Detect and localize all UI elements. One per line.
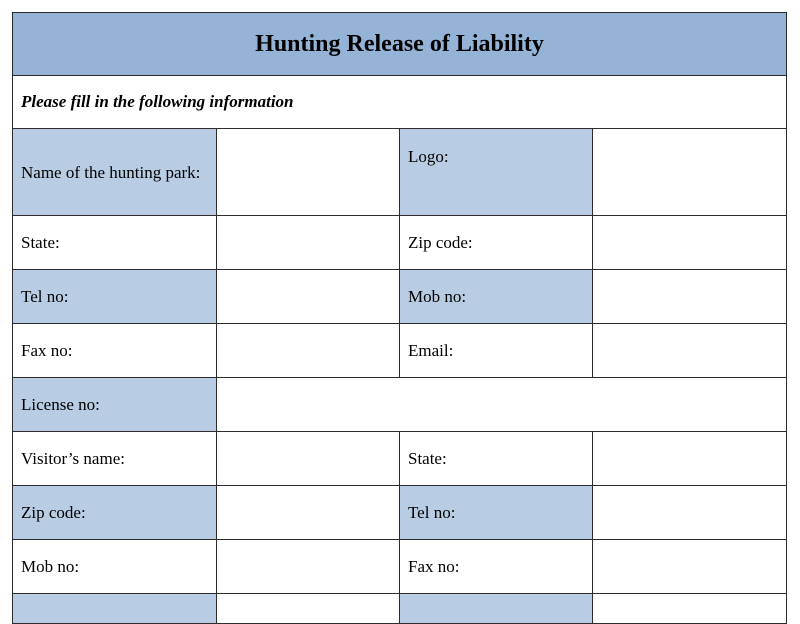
field-visitor-mob[interactable] xyxy=(217,540,400,594)
form-row-license xyxy=(13,378,787,432)
label-visitor-fax: Fax no: xyxy=(399,540,593,594)
form-row-visitor-mob xyxy=(13,540,787,594)
form-row-tel xyxy=(13,270,787,324)
form-row-fax xyxy=(13,324,787,378)
form-row-cutoff xyxy=(13,594,787,624)
field-visitor-name[interactable] xyxy=(217,432,400,486)
label-license: License no: xyxy=(13,378,217,432)
label-mob: Mob no: xyxy=(399,270,593,324)
label-tel: Tel no: xyxy=(13,270,217,324)
label-visitor-zip: Zip code: xyxy=(13,486,217,540)
field-email[interactable] xyxy=(593,324,787,378)
form-instruction: Please fill in the following information xyxy=(13,76,787,129)
form-row-visitor xyxy=(13,432,787,486)
field-zip[interactable] xyxy=(593,216,787,270)
field-fax[interactable] xyxy=(217,324,400,378)
label-email: Email: xyxy=(399,324,593,378)
field-state[interactable] xyxy=(217,216,400,270)
form-row-visitor-zip xyxy=(13,486,787,540)
label-zip: Zip code: xyxy=(399,216,593,270)
form-title: Hunting Release of Liability xyxy=(13,13,787,76)
field-tel[interactable] xyxy=(217,270,400,324)
field-logo[interactable] xyxy=(593,129,787,216)
label-visitor-name: Visitor’s name: xyxy=(13,432,217,486)
field-visitor-tel[interactable] xyxy=(593,486,787,540)
liability-form-table xyxy=(12,12,787,624)
label-state: State: xyxy=(13,216,217,270)
field-visitor-fax[interactable] xyxy=(593,540,787,594)
field-mob[interactable] xyxy=(593,270,787,324)
field-visitor-state[interactable] xyxy=(593,432,787,486)
label-visitor-state: State: xyxy=(399,432,593,486)
field-license[interactable] xyxy=(217,378,787,432)
field-cutoff-1[interactable] xyxy=(217,594,400,624)
form-row-state xyxy=(13,216,787,270)
label-visitor-mob: Mob no: xyxy=(13,540,217,594)
field-cutoff-2[interactable] xyxy=(593,594,787,624)
label-logo: Logo: xyxy=(399,129,593,216)
label-fax: Fax no: xyxy=(13,324,217,378)
field-visitor-zip[interactable] xyxy=(217,486,400,540)
label-cutoff xyxy=(13,594,217,624)
label-cutoff-2 xyxy=(399,594,593,624)
label-visitor-tel: Tel no: xyxy=(399,486,593,540)
label-park-name: Name of the hunting park: xyxy=(13,129,217,216)
field-park-name[interactable] xyxy=(217,129,400,216)
title-row xyxy=(13,13,787,76)
form-row-park xyxy=(13,129,787,216)
instruction-row xyxy=(13,76,787,129)
